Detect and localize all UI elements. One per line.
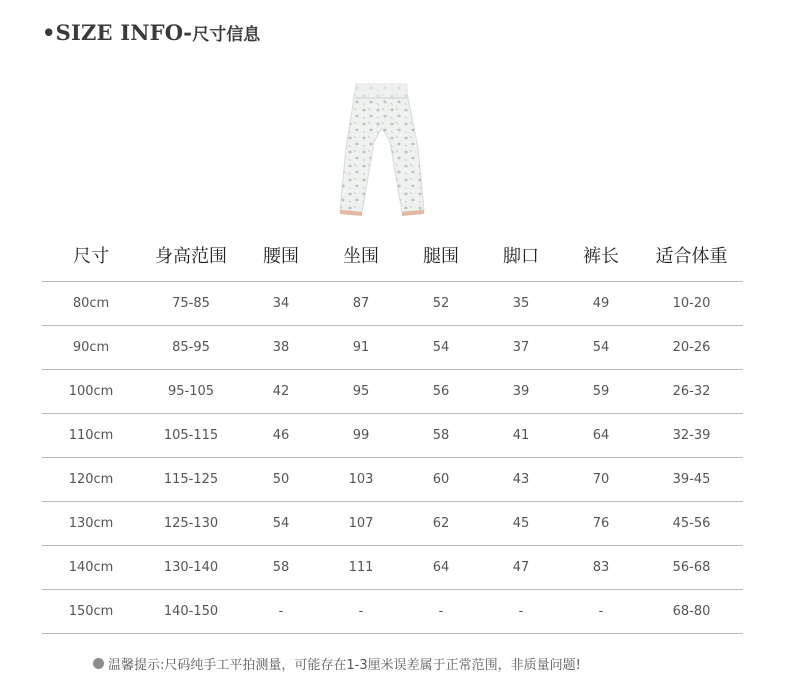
table-cell: 130-140 (140, 546, 242, 590)
table-cell: - (562, 590, 640, 634)
table-row (42, 326, 743, 370)
table-cell: 87 (320, 282, 402, 326)
size-table (42, 228, 743, 634)
table-cell: 80cm (42, 282, 140, 326)
table-cell: 54 (242, 502, 320, 546)
table-cell: 83 (562, 546, 640, 590)
title-english: SIZE INFO (55, 20, 184, 45)
table-cell: 107 (320, 502, 402, 546)
table-header-row (42, 228, 743, 282)
table-cell: 49 (562, 282, 640, 326)
table-cell: 47 (480, 546, 562, 590)
table-cell: 54 (562, 326, 640, 370)
table-cell: 130cm (42, 502, 140, 546)
table-cell: 85-95 (140, 326, 242, 370)
table-row (42, 546, 743, 590)
table-cell: 115-125 (140, 458, 242, 502)
table-cell: 26-32 (640, 370, 743, 414)
table-cell: 39 (480, 370, 562, 414)
table-cell: 105-115 (140, 414, 242, 458)
header-waist: 腰围 (242, 228, 320, 282)
table-cell: 32-39 (640, 414, 743, 458)
table-cell: 50 (242, 458, 320, 502)
table-cell: 10-20 (640, 282, 743, 326)
table-cell: 43 (480, 458, 562, 502)
table-cell: 45-56 (640, 502, 743, 546)
table-cell: 99 (320, 414, 402, 458)
header-thigh: 腿围 (402, 228, 480, 282)
table-cell: 70 (562, 458, 640, 502)
header-leg-opening: 脚口 (480, 228, 562, 282)
header-weight: 适合体重 (640, 228, 743, 282)
table-cell: 45 (480, 502, 562, 546)
table-cell: 64 (402, 546, 480, 590)
table-cell: 76 (562, 502, 640, 546)
table-cell: 58 (402, 414, 480, 458)
header-pants-length: 裤长 (562, 228, 640, 282)
table-cell: 140-150 (140, 590, 242, 634)
table-cell: - (402, 590, 480, 634)
table-cell: 58 (242, 546, 320, 590)
table-cell: 140cm (42, 546, 140, 590)
table-cell: 150cm (42, 590, 140, 634)
table-cell: 54 (402, 326, 480, 370)
title-bullet: • (42, 20, 56, 45)
bullet-icon (93, 658, 104, 669)
table-row (42, 590, 743, 634)
header-hip: 坐围 (320, 228, 402, 282)
table-cell: 75-85 (140, 282, 242, 326)
measurement-note (93, 654, 581, 673)
table-cell: 56-68 (640, 546, 743, 590)
table-cell: 41 (480, 414, 562, 458)
table-cell: 100cm (42, 370, 140, 414)
table-row (42, 414, 743, 458)
table-row (42, 502, 743, 546)
table-cell: 111 (320, 546, 402, 590)
table-cell: 35 (480, 282, 562, 326)
table-cell: 120cm (42, 458, 140, 502)
table-cell: 37 (480, 326, 562, 370)
table-cell: 95 (320, 370, 402, 414)
table-cell: 95-105 (140, 370, 242, 414)
table-cell: 59 (562, 370, 640, 414)
table-cell: 125-130 (140, 502, 242, 546)
table-cell: 90cm (42, 326, 140, 370)
table-row (42, 370, 743, 414)
table-cell: 34 (242, 282, 320, 326)
header-size: 尺寸 (42, 228, 140, 282)
table-cell: 42 (242, 370, 320, 414)
title-chinese: 尺寸信息 (192, 25, 261, 45)
table-cell: 103 (320, 458, 402, 502)
table-cell: 38 (242, 326, 320, 370)
table-cell: - (242, 590, 320, 634)
table-cell: - (480, 590, 562, 634)
table-cell: 60 (402, 458, 480, 502)
table-cell: 46 (242, 414, 320, 458)
table-cell: - (320, 590, 402, 634)
table-cell: 39-45 (640, 458, 743, 502)
page-title (42, 20, 260, 50)
table-cell: 20-26 (640, 326, 743, 370)
header-height-range: 身高范围 (140, 228, 242, 282)
table-cell: 110cm (42, 414, 140, 458)
title-dash: - (183, 20, 193, 45)
table-cell: 68-80 (640, 590, 743, 634)
table-cell: 64 (562, 414, 640, 458)
note-text: 温馨提示:尺码纯手工平拍测量，可能存在1-3厘米误差属于正常范围，非质量问题! (108, 658, 581, 673)
table-cell: 52 (402, 282, 480, 326)
table-cell: 56 (402, 370, 480, 414)
table-cell: 91 (320, 326, 402, 370)
table-row (42, 282, 743, 326)
table-row (42, 458, 743, 502)
table-cell: 62 (402, 502, 480, 546)
pants-icon (332, 78, 432, 224)
